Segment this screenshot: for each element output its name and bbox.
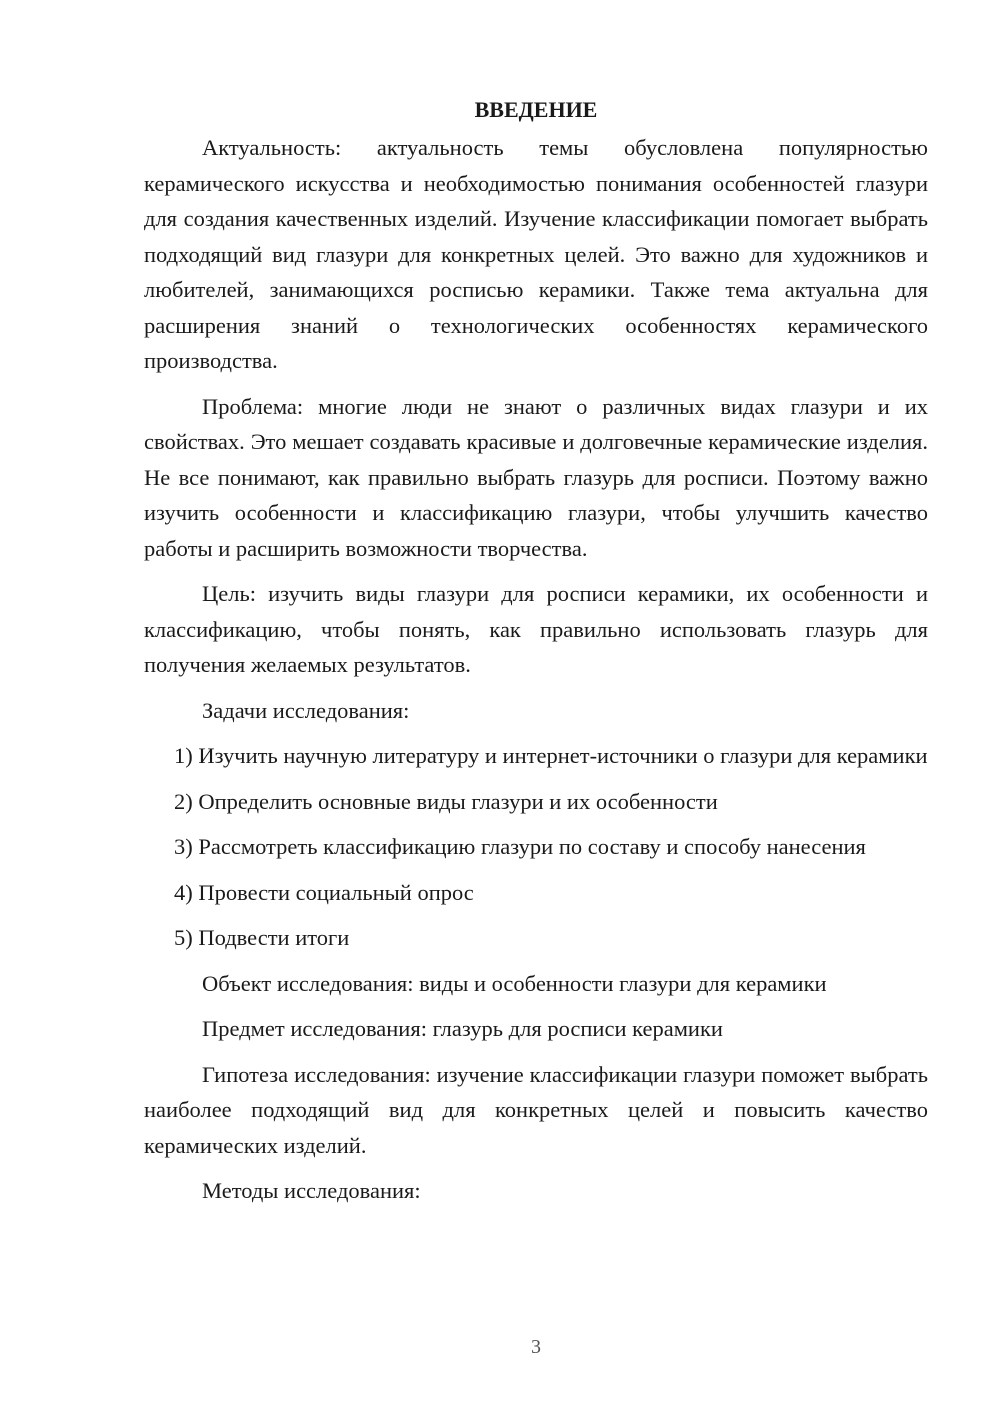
paragraph-hypothesis: Гипотеза исследования: изучение классификации глазури поможет выбрать наиболее подходящий вид для конкретных целей и повысить качество керамических изделий. — [144, 1061, 928, 1158]
tasks-heading: Задачи исследования: — [202, 697, 410, 723]
task-item-5: 5) Подвести итоги — [174, 925, 350, 950]
task-item-3: 3) Рассмотреть классификацию глазури по составу и способу нанесения — [174, 834, 866, 859]
paragraph-problem: Проблема: многие люди не знают о различных видах глазури и их свойствах. Это мешает создавать красивые и долговечные керамические изделия. Не все понимают, как правильно выбрать глазурь для росписи. Поэтому важно изучить особенности и классификацию глазури, чтобы улучшить качество работы и расширить возможности творчества. — [144, 393, 928, 561]
paragraph-subject: Предмет исследования: глазурь для росписи керамики — [202, 1016, 723, 1041]
paragraph-goal: Цель: изучить виды глазури для росписи керамики, их особенности и классификацию, чтобы понять, как правильно использовать глазурь для получения желаемых результатов. — [144, 581, 928, 677]
page-number: 3 — [531, 1336, 541, 1358]
paragraph-object: Объект исследования: виды и особенности глазури для керамики — [202, 970, 827, 996]
task-item-2: 2) Определить основные виды глазури и их особенности — [174, 788, 718, 814]
paragraph-methods: Методы исследования: — [202, 1178, 421, 1203]
task-item-4: 4) Провести социальный опрос — [174, 879, 474, 905]
paragraph-relevance: Актуальность: актуальность темы обусловлена популярностью керамического искусства и необходимостью понимания особенностей глазури для создания качественных изделий. Изучение классификации помогает выбрать подходящий вид глазури для конкретных целей. Это важно для художников и любителей, занимающихся росписью керамики. Также тема актуальна для расширения знаний о технологических особенностях керамического производства. — [144, 135, 928, 373]
section-title: ВВЕДЕНИЕ — [474, 97, 598, 122]
document-page — [144, 92, 928, 1209]
task-item-1: 1) Изучить научную литературу и интернет-источники о глазури для керамики — [174, 743, 928, 768]
